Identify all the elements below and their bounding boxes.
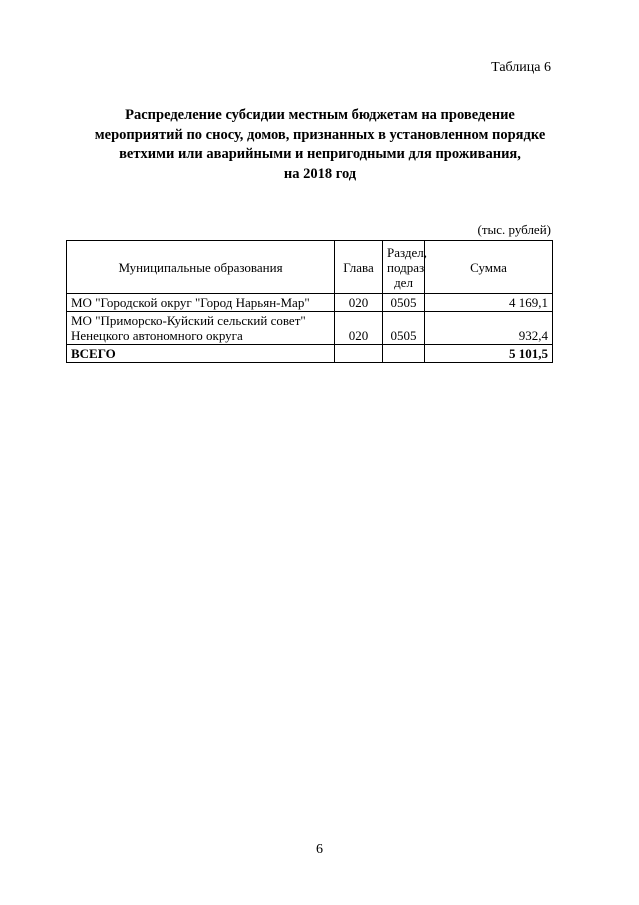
header-razdel	[383, 241, 428, 294]
total-label: ВСЕГО	[67, 345, 335, 363]
document-title	[60, 106, 580, 184]
row-glava: 020	[335, 312, 383, 345]
row-glava: 020	[335, 294, 383, 312]
header-razdel-line-2: подраз	[387, 259, 425, 275]
table-total-row	[67, 345, 553, 363]
row-municipality-line-1: МО "Городской округ "Город Нарьян-Мар"	[71, 295, 310, 310]
header-sum: Сумма	[425, 241, 553, 294]
row-razdel: 0505	[383, 312, 425, 345]
table-row	[67, 312, 553, 345]
total-razdel	[383, 345, 425, 363]
row-municipality	[67, 294, 335, 312]
title-line-4: на 2018 год	[283, 165, 357, 182]
title-line-3: ветхими или аварийными и непригодными для проживания,	[119, 146, 521, 162]
units-label: (тыс. рублей)	[477, 222, 551, 237]
row-sum: 4 169,1	[425, 294, 553, 312]
header-municipality: Муниципальные образования	[67, 241, 335, 294]
header-glava: Глава	[335, 241, 383, 294]
row-municipality-line-2: Ненецкого автономного округа	[71, 328, 243, 343]
table-number-label: Таблица 6	[491, 60, 551, 75]
row-municipality	[67, 312, 335, 345]
total-sum: 5 101,5	[425, 345, 553, 363]
total-glava	[335, 345, 383, 363]
page-number: 6	[316, 842, 323, 857]
table-row	[67, 294, 553, 312]
row-sum: 932,4	[425, 312, 553, 345]
subsidy-allocation-table	[66, 240, 553, 363]
row-municipality-line-1: МО "Приморско-Куйский сельский совет"	[71, 313, 306, 328]
header-razdel-line-3: дел	[394, 274, 413, 290]
header-razdel-line-1: Раздел,	[387, 244, 428, 260]
table-header-row	[67, 241, 553, 294]
row-razdel: 0505	[383, 294, 425, 312]
title-line-1: Распределение субсидии местным бюджетам на проведение	[125, 107, 515, 123]
title-line-2: мероприятий по сносу, домов, признанных в установленном порядке	[94, 126, 546, 143]
